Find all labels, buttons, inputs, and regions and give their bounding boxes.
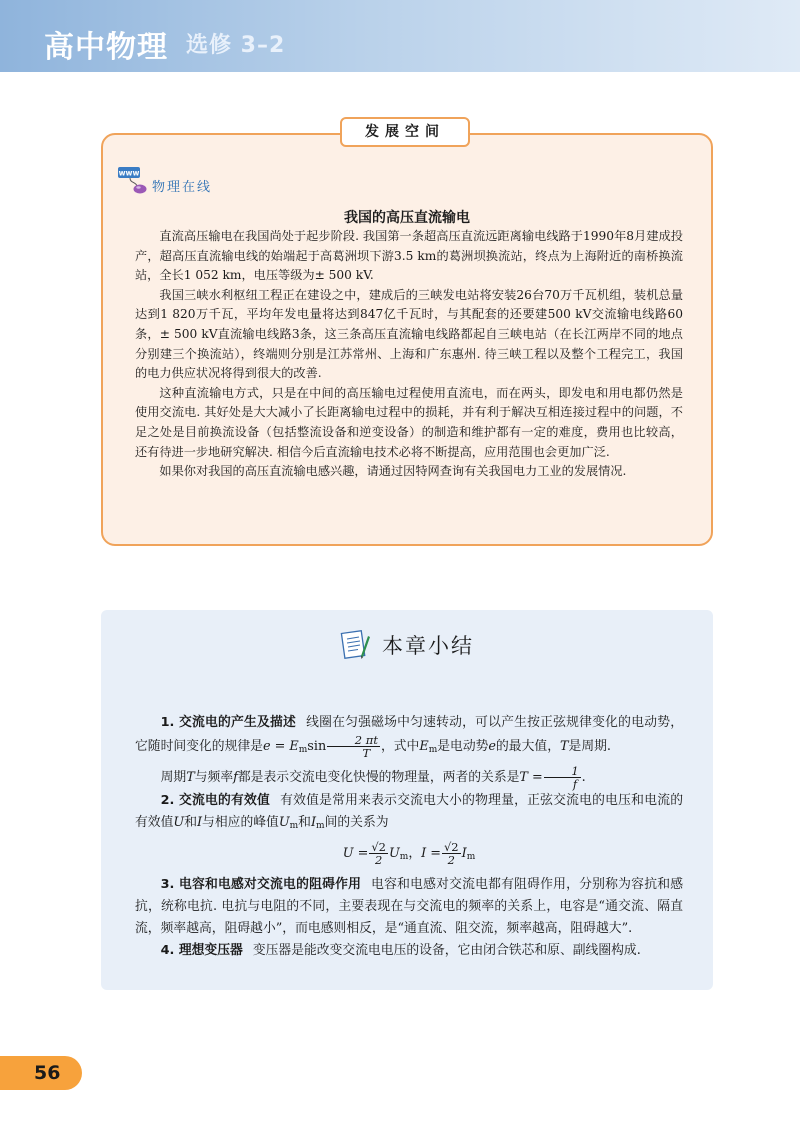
summary-keyword: 4. 理想变压器 [160,943,243,958]
summary-text: ，式中 [380,739,420,754]
rms-formula [135,841,683,868]
formula-text: T [186,770,195,785]
fraction-numerator: 2 πt [327,734,380,747]
fraction-denominator: 2 [447,853,455,867]
formula-fraction [442,841,461,866]
summary-text: 线圈在匀强磁场中匀速转动，可以产生按正弦规律变化的电动势，它随时间变化的规律是 [135,715,684,754]
summary-text: 和 [184,815,197,830]
formula-text: I = [421,846,441,861]
formula-text: U [388,846,400,861]
summary-item-1 [135,712,683,761]
formula-fraction [327,734,380,759]
formula-text: I [461,846,467,861]
summary-item-4 [135,940,683,962]
formula-subscript: m [298,745,308,755]
formula-subscript: m [399,852,409,862]
summary-keyword: 2. 交流电的有效值 [160,793,271,808]
formula-fraction [369,841,388,866]
formula-subscript: m [428,745,438,755]
summary-text: 与相应的峰值 [202,815,279,830]
page-number-tab [0,1056,82,1090]
book-subtitle: 选修 3–2 [186,33,286,58]
summary-keyword: 1. 交流电的产生及描述 [160,715,297,730]
article-paragraph: 如果你对我国的高压直流输电感兴趣，请通过因特网查询有关我国电力工业的发展情况. [159,464,627,479]
formula-text: U [173,815,185,830]
summary-item-1-relation [135,765,683,790]
article-paragraph: 我国三峡水利枢纽工程正在建设之中，建成后的三峡发电站将安装26台70万千瓦机组，装机总量达到1 820万千瓦，平均年发电量将达到847亿千瓦时，与其配套的还要建500 kV交流输电线路60条，± 500 kV直流输电线路3条，这三条高压直流输电线路都起自三峡电站（在长江两岸不同的地点分别建三个换流站），终端则分别是江苏常州、上海和广东惠州. 待三峡工程以及整个工程完工，我国的电力供应状况将得到很大的改善. [135,287,683,381]
formula-text: U = [342,846,369,861]
formula-separator: ， [408,846,422,861]
article-title: 我国的高压直流输电 [344,210,470,226]
physics-online-label: 物理在线 [152,180,213,195]
summary-item-2 [135,790,683,837]
summary-text: 变压器是能改变交流电电压的设备，它由闭合铁芯和原、副线圈构成. [252,943,641,958]
fraction-numerator: √2 [443,840,459,854]
summary-text: 和 [298,815,311,830]
summary-text: 间的关系为 [324,815,389,830]
fraction-denominator: 2 [374,853,383,867]
formula-subscript: m [466,852,476,862]
page-header [0,0,800,72]
formula-text: T = [519,770,543,785]
formula-text: e = E [262,739,299,754]
fraction-numerator: 1 [544,765,581,778]
formula-text: T [559,739,569,754]
formula-fraction [544,765,581,790]
formula-text: I [310,815,317,830]
article-paragraph: 这种直流输电方式，只是在中间的高压输电过程使用直流电，而在两头，即发电和用电都仍然是使用交流电. 其好处是大大减小了长距离输电过程中的损耗，并有利于解决互相连接过程中的问题，不足之处是目前换流设备（包括整流设备和逆变设备）的制造和维护都有一定的难度，费用也比较高，还有待进一步地研究解决. 相信今后直流输电技术必将不断提高，应用范围也会更加广泛. [135,385,683,459]
summary-text: . [581,770,586,785]
formula-text: f [233,770,238,785]
www-mouse-icon [118,167,148,195]
formula-text: E [419,739,429,754]
summary-text: 有效值是常用来表示交流电大小的物理量，正弦交流电的电压和电流的有效值 [135,793,683,830]
formula-subscript: m [289,821,299,831]
formula-subscript: m [316,821,325,831]
summary-text: 是电动势 [437,739,489,754]
summary-text: 的最大值， [496,739,560,754]
fraction-numerator: √2 [371,840,386,854]
formula-text: e [488,739,496,754]
formula-text: sin [307,739,327,754]
summary-keyword: 3. 电容和电感对交流电的阻碍作用 [160,877,362,892]
formula-text: I [196,815,203,830]
formula-text: U [278,815,290,830]
summary-text: 电容和电感对交流电都有阻碍作用，分别称为容抗和感抗，统称电抗. 电抗与电阻的不同，主要表现在与交流电的频率的关系上，电容是“通交流、隔直流，频率越高，阻碍越小”，而电感则相反，是“通直流、阻交流，频率越高，阻碍越大”. [135,877,683,936]
article-body [135,227,683,482]
chapter-summary-body [135,712,683,962]
summary-text: 是周期. [568,739,611,754]
page-number: 56 [34,1062,61,1084]
summary-item-3 [135,874,683,940]
book-title: 高中物理 [44,30,168,65]
summary-text: 都是表示交流电变化快慢的物理量，两者的关系是 [237,770,520,785]
notebook-pen-icon [340,628,370,660]
fraction-denominator: f [572,777,578,791]
development-tab: 发展空间 [340,117,470,147]
chapter-summary-title: 本章小结 [382,634,474,658]
summary-text: 与频率 [194,770,234,785]
fraction-denominator: T [362,746,371,760]
article-paragraph: 直流高压输电在我国尚处于起步阶段. 我国第一条超高压直流远距离输电线路于1990年8月建成投产，超高压直流输电线的始端起于高葛洲坝下游3.5 km的葛洲坝换流站，终点为上海附近的南桥换流站，全长1 052 km，电压等级为± 500 kV. [135,229,683,283]
summary-text: 周期 [160,770,187,785]
svg-text:www: www [118,168,140,178]
